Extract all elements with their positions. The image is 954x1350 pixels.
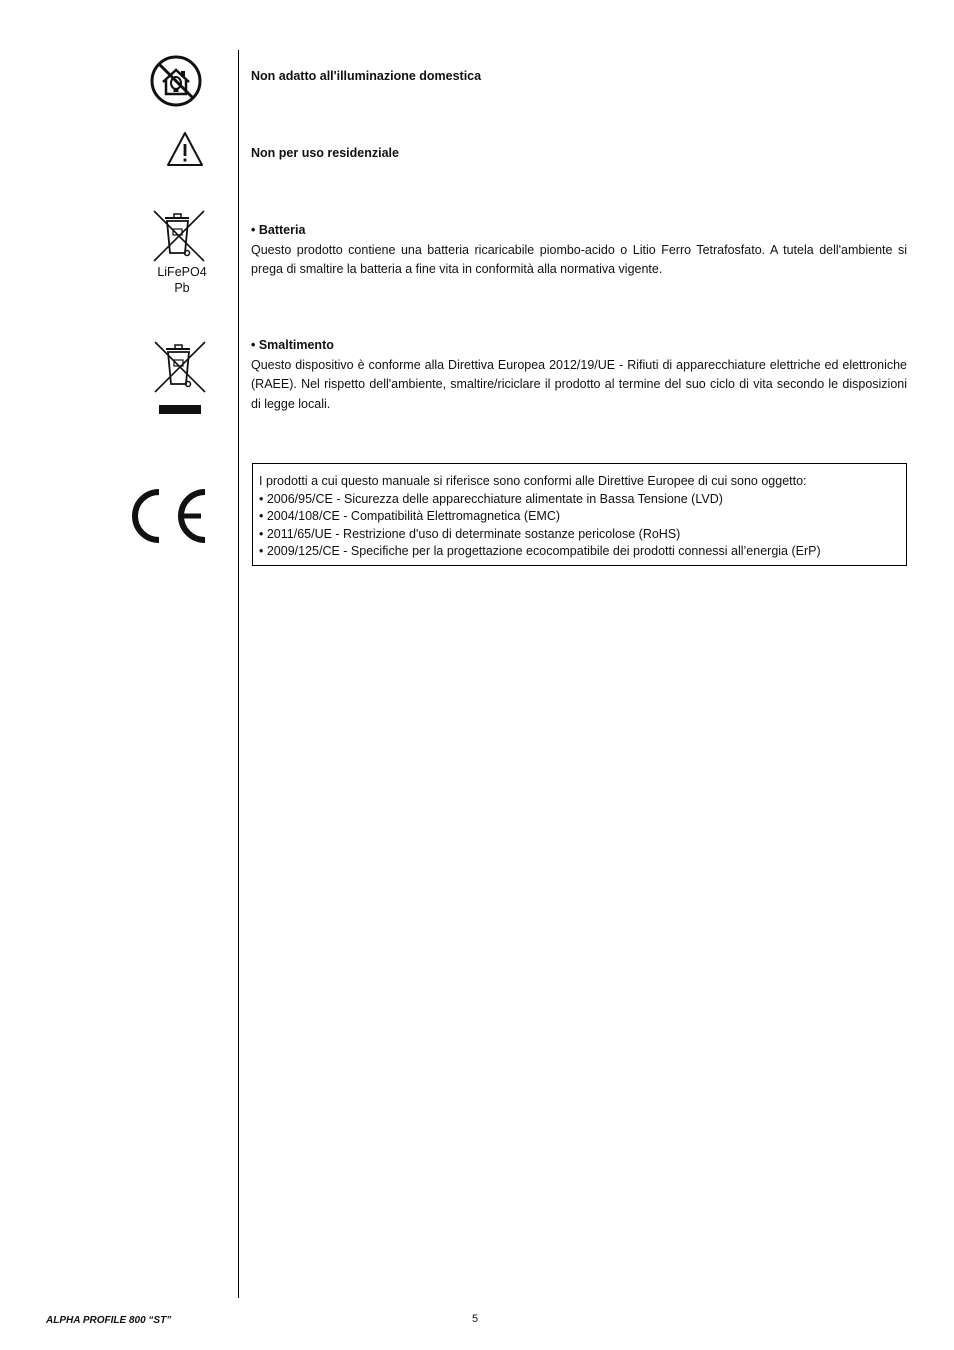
no-home-lighting-icon [150, 55, 202, 107]
ce-intro: I prodotti a cui questo manuale si riferisce sono conformi alle Direttive Europee di cui sono oggetto: [259, 474, 807, 488]
ce-directive-item: • 2011/65/UE - Restrizione d'uso di determinate sostanze pericolose (RoHS) [259, 526, 681, 541]
page-number: 5 [472, 1313, 479, 1325]
ce-directive-item: • 2006/95/CE - Sicurezza delle apparecchiature alimentate in Bassa Tensione (LVD) [259, 491, 723, 506]
crossed-bin-weee-icon [153, 340, 207, 416]
battery-chemistry-label-2: Pb [174, 281, 190, 295]
ce-mark-icon [129, 487, 209, 545]
battery-section [251, 221, 907, 280]
ce-directive-item: • 2004/108/CE - Compatibilità Elettromagnetica (EMC) [259, 509, 561, 523]
warning-residential-use: Non per uso residenziale [251, 146, 399, 160]
disposal-title: • Smaltimento [251, 338, 334, 352]
warning-domestic-lighting: Non adatto all'illuminazione domestica [251, 69, 482, 83]
battery-text: Questo prodotto contiene una batteria ricaricabile piombo-acido o Litio Ferro Tetrafosfato. A tutela dell'ambiente si prega di smaltire la batteria a fine vita in conformità alla normativa vigente. [251, 242, 907, 276]
disposal-section [251, 336, 907, 414]
battery-title: • Batteria [251, 223, 306, 237]
disposal-text: Questo dispositivo è conforme alla Direttiva Europea 2012/19/UE - Rifiuti di apparecchiature elettriche ed elettroniche (RAEE). Nel rispetto dell'ambiente, smaltire/riciclare il prodotto al termine del suo ciclo di vita secondo le disposizioni di legge locali. [251, 357, 907, 411]
crossed-bin-battery-icon [152, 209, 206, 263]
ce-directive-list [259, 491, 900, 561]
footer-product-title: ALPHA PROFILE 800 “ST” [46, 1315, 172, 1326]
warning-triangle-icon [166, 131, 204, 167]
ce-directive-item: • 2009/125/CE - Specifiche per la progettazione ecocompatibile dei prodotti connessi all’energia (ErP) [259, 544, 821, 558]
ce-compliance-box [252, 463, 907, 566]
battery-chemistry-label-1: LiFePO4 [157, 265, 207, 279]
column-divider [238, 50, 239, 1298]
